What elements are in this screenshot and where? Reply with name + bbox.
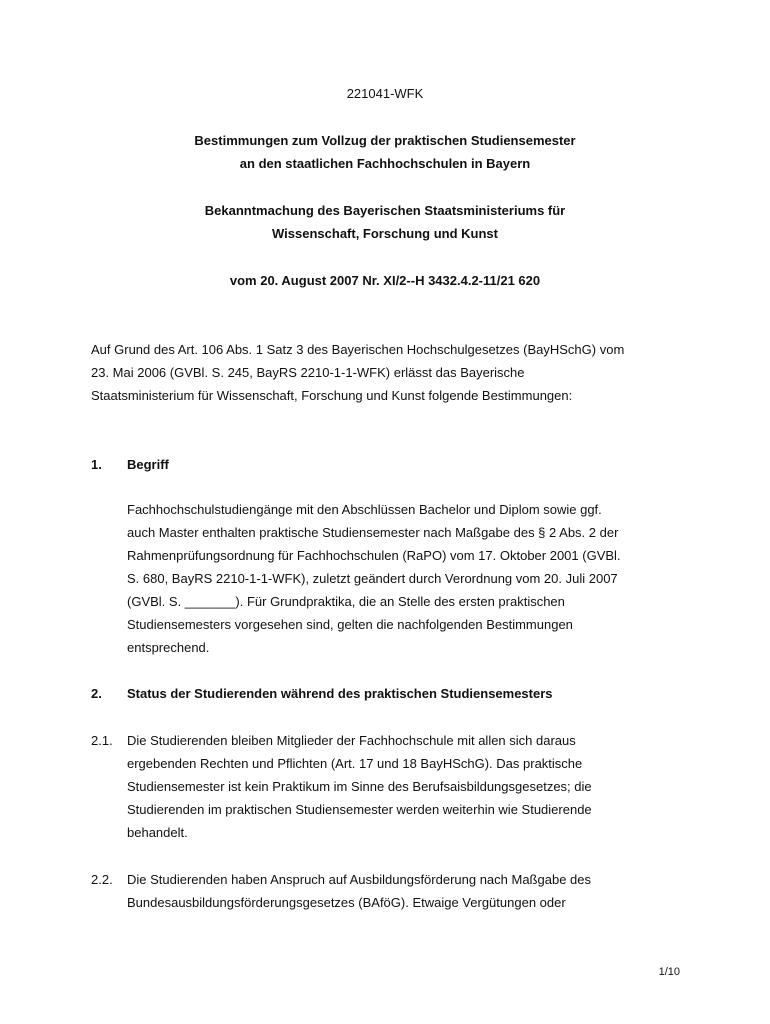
announcement-heading [0,199,770,245]
announcement-line: Bekanntmachung des Bayerischen Staatsministeriums für [204,203,566,218]
section-heading: Status der Studierenden während des praktischen Studiensemesters [127,686,553,701]
text-line: auch Master enthalten praktische Studiensemester nach Maßgabe des § 2 Abs. 2 der [127,525,619,540]
intro-paragraph [91,338,691,407]
text-line: Studierenden im praktischen Studiensemester werden weiterhin wie Studierende [127,802,592,817]
text-line: Auf Grund des Art. 106 Abs. 1 Satz 3 des Bayerischen Hochschulgesetzes (BayHSchG) vom [91,342,625,357]
text-line: (GVBl. S. _______). Für Grundpraktika, die an Stelle des ersten praktischen [127,594,565,609]
text-line: 23. Mai 2006 (GVBl. S. 245, BayRS 2210-1-1-WFK) erlässt das Bayerische [91,365,525,380]
section-number: 2.1. [91,733,113,748]
text-line: ergebenden Rechten und Pflichten (Art. 17 und 18 BayHSchG). Das praktische [127,756,583,771]
text-line: Fachhochschulstudiengänge mit den Abschlüssen Bachelor und Diplom sowie ggf. [127,502,602,517]
text-line: behandelt. [127,825,188,840]
section-number: 2.2. [91,872,113,887]
text-line: Studiensemesters vorgesehen sind, gelten die nachfolgenden Bestimmungen [127,617,573,632]
title-line: Bestimmungen zum Vollzug der praktischen Studiensemester [194,133,576,148]
text-line: S. 680, BayRS 2210-1-1-WFK), zuletzt geändert durch Verordnung vom 20. Juli 2007 [127,571,618,586]
section-number: 1. [91,457,102,472]
document-reference: 221041-WFK [346,86,424,101]
page-number: 1/10 [658,966,680,978]
document-title [0,129,770,175]
text-line: Die Studierenden haben Anspruch auf Ausbildungsförderung nach Maßgabe des [127,872,591,887]
section-heading: Begriff [127,457,169,472]
text-line: Rahmenprüfungsordnung für Fachhochschulen (RaPO) vom 17. Oktober 2001 (GVBl. [127,548,621,563]
text-line: Die Studierenden bleiben Mitglieder der Fachhochschule mit allen sich daraus [127,733,576,748]
section-number: 2. [91,686,102,701]
text-line: entsprechend. [127,640,210,655]
announcement-line: Wissenschaft, Forschung und Kunst [272,226,498,241]
text-line: Studiensemester ist kein Praktikum im Sinne des Berufsaisbildungsgesetzes; die [127,779,592,794]
text-line: Staatsministerium für Wissenschaft, Forschung und Kunst folgende Bestimmungen: [91,388,573,403]
date-line: vom 20. August 2007 Nr. XI/2--H 3432.4.2-11/21 620 [229,273,541,288]
title-line: an den staatlichen Fachhochschulen in Bayern [239,156,531,171]
text-line: Bundesausbildungsförderungsgesetzes (BAföG). Etwaige Vergütungen oder [127,895,566,910]
